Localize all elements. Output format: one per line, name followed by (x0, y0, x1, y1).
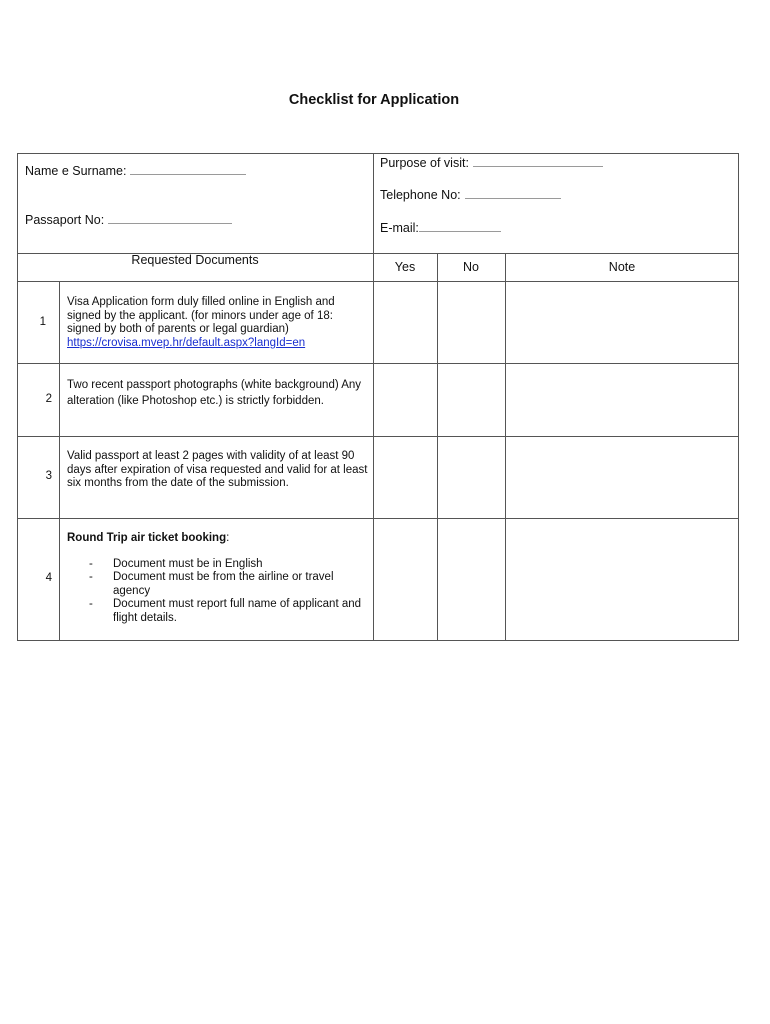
row-3-description: Valid passport at least 2 pages with validity of at least 90 days after expiration of visa requested and valid for at least six months from the date of the submission. (67, 450, 368, 490)
telephone-label: Telephone No: (380, 188, 461, 202)
row-number: 3 (45, 470, 52, 482)
row-number: 1 (39, 316, 46, 328)
purpose-label: Purpose of visit: (380, 156, 469, 170)
row-divider (17, 363, 739, 364)
row-1-description (67, 296, 369, 350)
name-surname-field[interactable] (25, 164, 246, 178)
page-title: Checklist for Application (288, 92, 460, 108)
passport-field[interactable] (25, 213, 232, 227)
email-field[interactable] (380, 221, 501, 235)
row-4-heading: Round Trip air ticket booking: (67, 532, 230, 544)
yes-no-divider (437, 253, 438, 641)
header-yes: Yes (394, 260, 416, 274)
row-4-description (67, 532, 369, 626)
row-4-requirements-list (67, 558, 369, 626)
name-surname-label: Name e Surname: (25, 164, 127, 178)
header-no: No (463, 260, 479, 274)
row-2-description: Two recent passport photographs (white background) Any alteration (like Photoshop etc.) is strictly forbidden. (67, 379, 362, 407)
row-number: 4 (45, 572, 52, 584)
passport-input-line[interactable] (108, 222, 232, 224)
header-divider-vertical (373, 153, 374, 641)
row-divider (17, 436, 739, 437)
column-header-bottom-divider (17, 281, 739, 282)
visa-application-link[interactable]: https://crovisa.mvep.hr/default.aspx?langId=en (67, 336, 306, 349)
passport-label: Passaport No: (25, 213, 105, 227)
purpose-input-line[interactable] (473, 165, 603, 167)
no-note-divider (505, 253, 506, 641)
list-item: - Document must be in English (67, 558, 369, 572)
list-item: - Document must report full name of applicant and flight details. (67, 598, 369, 625)
email-label: E-mail: (380, 221, 419, 235)
header-note: Note (608, 260, 636, 274)
purpose-field[interactable] (380, 156, 603, 170)
email-input-line[interactable] (419, 230, 501, 232)
row-divider (17, 518, 739, 519)
name-surname-input-line[interactable] (130, 173, 246, 175)
row-number: 2 (45, 393, 52, 405)
row-1-text: Visa Application form duly filled online in English and signed by the applicant. (for minors under age of 18: signed by both of parents or legal guardian) (67, 296, 335, 336)
list-item: - Document must be from the airline or travel agency (67, 571, 369, 598)
telephone-field[interactable] (380, 188, 561, 202)
header-requested-documents: Requested Documents (131, 253, 259, 267)
number-column-divider (59, 281, 60, 641)
telephone-input-line[interactable] (465, 197, 561, 199)
